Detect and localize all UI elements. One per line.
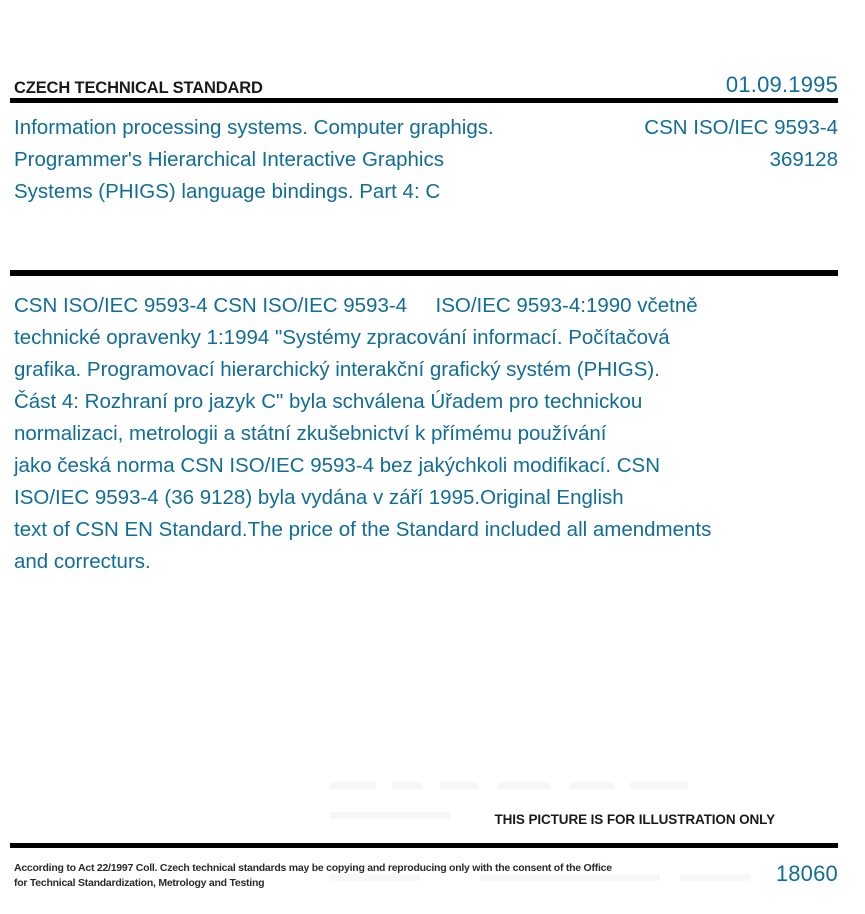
body-line: grafika. Programovací hierarchický interakční grafický systém (PHIGS). <box>14 358 660 381</box>
document-header <box>0 62 865 96</box>
classification-code: 369128 <box>769 148 838 171</box>
publication-date: 01.09.1995 <box>725 72 838 97</box>
illustration-only-notice: THIS PICTURE IS FOR ILLUSTRATION ONLY <box>494 812 775 827</box>
body-line: text of CSN EN Standard.The price of the Standard included all amendments <box>14 518 712 541</box>
body-line: normalizaci, metrologii a státní zkušebnictví k přímému používání <box>14 422 607 445</box>
title-line: Information processing systems. Computer graphigs. <box>14 116 494 139</box>
title-text-group <box>14 112 494 208</box>
disclaimer-line: According to Act 22/1997 Coll. Czech technical standards may be copying and reproducing only with the consent of the Office <box>14 862 612 874</box>
document-number: 18060 <box>775 861 838 886</box>
title-line: Systems (PHIGS) language bindings. Part 4: C <box>14 180 441 203</box>
standard-number: CSN ISO/IEC 9593-4 <box>644 116 838 139</box>
title-divider-rule <box>10 270 838 276</box>
body-line: CSN ISO/IEC 9593-4 CSN ISO/IEC 9593-4 ISO/IEC 9593-4:1990 včetně <box>14 294 698 317</box>
reference-group <box>644 112 838 176</box>
header-divider-rule <box>10 98 838 103</box>
body-line: technické opravenky 1:1994 "Systémy zpracování informací. Počítačová <box>14 326 670 349</box>
document-footer <box>0 861 865 891</box>
copyright-disclaimer <box>14 861 612 891</box>
title-line: Programmer's Hierarchical Interactive Graphics <box>14 148 444 171</box>
body-line: Část 4: Rozhraní pro jazyk C" byla schválena Úřadem pro technickou <box>14 390 643 413</box>
abstract-body <box>14 290 824 578</box>
body-line: jako česká norma CSN ISO/IEC 9593-4 bez jakýchkoli modifikací. CSN <box>14 454 661 477</box>
title-block <box>0 112 865 208</box>
page-title: CZECH TECHNICAL STANDARD <box>14 78 263 97</box>
disclaimer-line: for Technical Standardization, Metrology and Testing <box>14 877 265 889</box>
footer-divider-rule <box>10 843 838 848</box>
body-line: and correcturs. <box>14 550 151 573</box>
body-line: ISO/IEC 9593-4 (36 9128) byla vydána v září 1995.Original English <box>14 486 624 509</box>
